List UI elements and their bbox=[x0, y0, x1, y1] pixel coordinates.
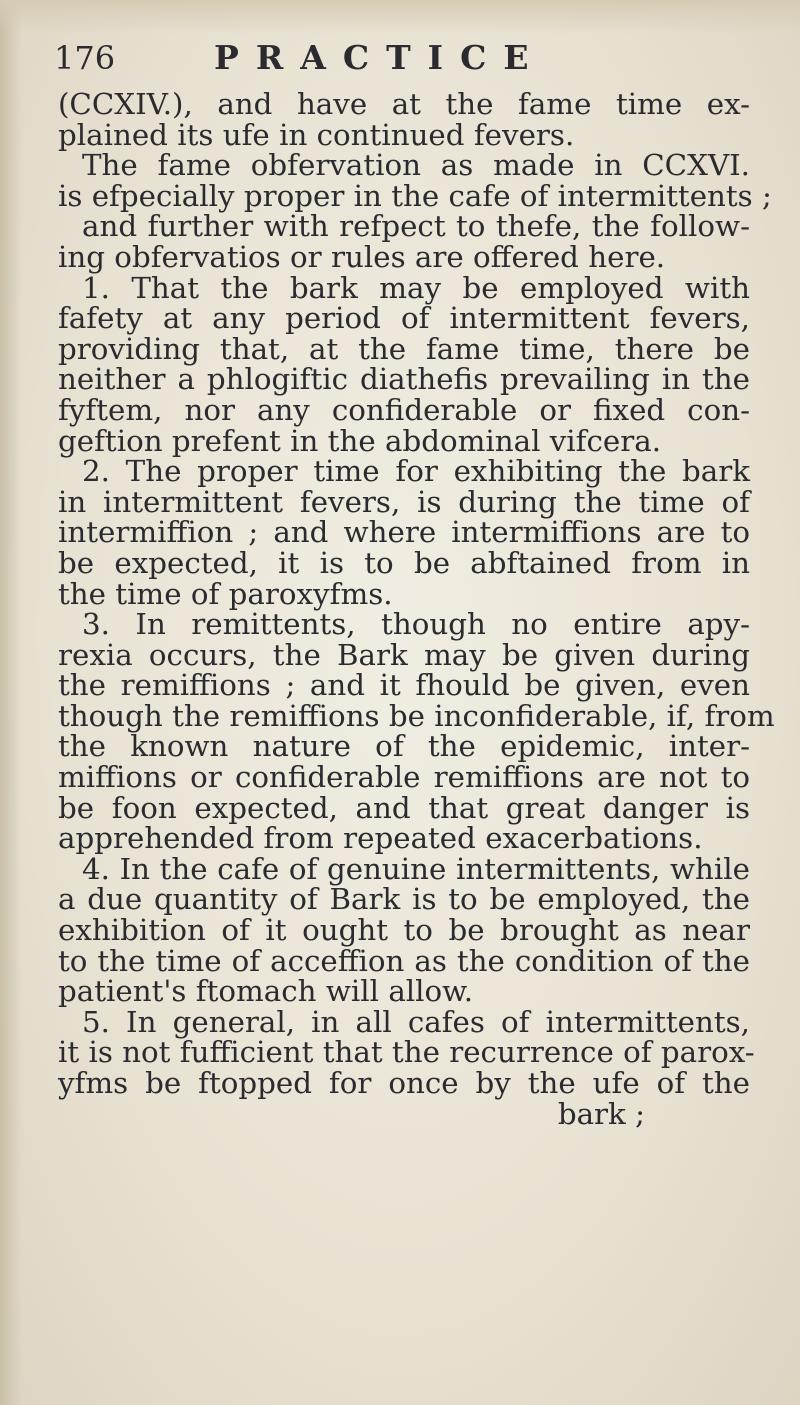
text-line: a due quantity of Bark is to be employed, the bbox=[58, 882, 750, 917]
text-line: to the time of acceffion as the condition of the bbox=[58, 943, 750, 978]
text-line: is efpecially proper in the cafe of intermittents ; bbox=[58, 178, 772, 213]
text-line: rexia occurs, the Bark may be given during bbox=[58, 637, 750, 672]
text-line: the time of paroxyfms. bbox=[58, 576, 393, 611]
text-line: providing that, at the fame time, there be bbox=[58, 331, 750, 366]
text-line: 3. In remittents, though no entire apy- bbox=[82, 607, 750, 642]
text-line: neither a phlogiftic diathefis prevailing in the bbox=[58, 362, 750, 397]
text-line: 5. In general, in all cafes of intermittents, bbox=[82, 1004, 750, 1039]
text-line: be expected, it is to be abftained from in bbox=[58, 545, 750, 580]
text-line: patient's ftomach will allow. bbox=[58, 974, 474, 1009]
text-line: the remiffions ; and it fhould be given, even bbox=[58, 668, 750, 703]
text-line: be foon expected, and that great danger is bbox=[58, 790, 750, 825]
text-line: (CCXIV.), and have at the fame time ex- bbox=[58, 87, 750, 121]
text-line: 1. That the bark may be employed with bbox=[82, 270, 750, 305]
text-line: geftion prefent in the abdominal vifcera. bbox=[58, 423, 662, 458]
text-line: the known nature of the epidemic, inter- bbox=[58, 729, 750, 764]
text-line: yfms be ftopped for once by the ufe of the bbox=[58, 1066, 750, 1100]
text-line: in intermittent fevers, is during the time of bbox=[58, 484, 750, 519]
text-line: plained its ufe in continued fevers. bbox=[58, 117, 575, 152]
text-line: miffions or confiderable remiffions are not to bbox=[58, 760, 750, 795]
text-line: 2. The proper time for exhibiting the bark bbox=[82, 454, 750, 489]
text-line: apprehended from repeated exacerbations. bbox=[58, 821, 703, 856]
text-line: and further with refpect to thefe, the follow- bbox=[82, 209, 750, 244]
text-line: The fame obfervation as made in CCXVI. bbox=[82, 148, 750, 183]
text-line: fyftem, nor any confiderable or fixed con- bbox=[58, 392, 750, 427]
text-line: ing obfervatios or rules are offered here. bbox=[58, 239, 666, 274]
text-line: fafety at any period of intermittent fevers, bbox=[58, 301, 750, 336]
text-line: intermiffion ; and where intermiffions are to bbox=[58, 515, 750, 550]
text-line: though the remiffions be inconfiderable, if, from bbox=[58, 698, 775, 733]
page-top-wear bbox=[0, 0, 800, 34]
text-line: exhibition of it ought to be brought as near bbox=[58, 913, 750, 948]
text-line: 4. In the cafe of genuine intermittents, while bbox=[82, 851, 750, 886]
running-head: PRACTICE bbox=[214, 38, 546, 77]
catchword: bark ; bbox=[557, 1096, 645, 1131]
body-text bbox=[58, 87, 775, 1131]
page-number: 176 bbox=[54, 39, 116, 77]
page-header bbox=[52, 34, 752, 84]
page-edge-shadow bbox=[0, 0, 22, 1405]
text-line: it is not fufficient that the recurrence of parox- bbox=[58, 1035, 755, 1070]
